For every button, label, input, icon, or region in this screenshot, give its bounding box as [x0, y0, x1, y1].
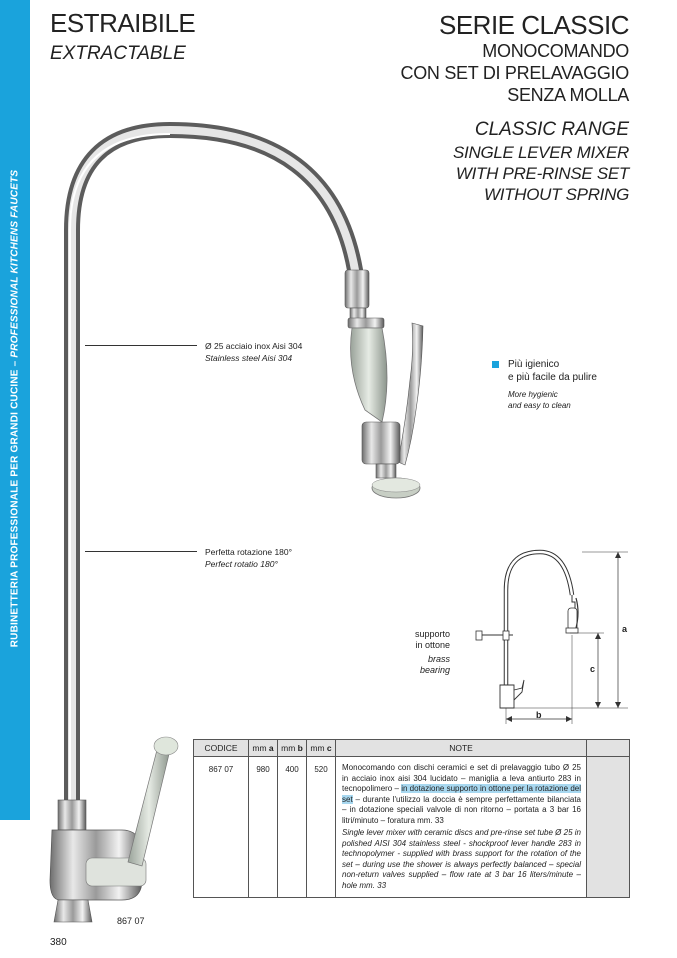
cell-extra — [587, 757, 630, 898]
feature-it-2: e più facile da pulire — [508, 372, 597, 383]
sidebar-separator: – — [9, 360, 21, 367]
product-code-caption: 867 07 — [117, 916, 145, 926]
header-a-unit: mm — [252, 743, 267, 753]
feature-note — [492, 358, 597, 411]
callout-tube — [205, 340, 302, 364]
callout-tube-en — [205, 352, 302, 364]
note-it-highlight: in dotazione supporto in ottone per la rotazione del set — [342, 784, 581, 804]
callout-tube-en-text: Stainless steel Aisi 304 — [205, 353, 293, 363]
series-line-it-2: CON SET DI PRELAVAGGIO — [400, 63, 629, 83]
note-it-part2: – durante l'utilizzo la doccia è sempre perfettamente bilanciata – in dotazione speciali valvole di non ritorno – portata a 3 bar 16 litri/minuto – foratura mm. 33 — [342, 794, 581, 825]
spec-table-header — [194, 740, 630, 757]
series-title-en: CLASSIC RANGE — [474, 119, 629, 140]
feature-en-1: More hygienic — [508, 390, 558, 399]
brass-support-it-2: in ottone — [415, 640, 450, 650]
bullet-square-icon — [492, 361, 499, 368]
header-extra — [587, 740, 630, 757]
feature-en-2: and easy to clean — [508, 401, 571, 410]
callout-rotation — [205, 546, 292, 570]
note-en: Single lever mixer with ceramic discs and pre-rinse set tube Ø 25 in polished AISI 304 stainless steel - shockproof lever handle 283 in technopolymer - supplied with brass support for the rotation of the set – during use the shower is always perfectly balanced – special non-return valves supplied – flow rate at 3 bar 16 liters/minute – hole mm. 33 — [342, 828, 581, 890]
cell-code: 867 07 — [194, 757, 249, 898]
series-line-it-3: SENZA MOLLA — [507, 85, 629, 105]
page-title: ESTRAIBILE — [50, 8, 196, 38]
dimension-a-label: a — [622, 624, 628, 634]
page-number: 380 — [50, 937, 67, 948]
sidebar-text — [10, 29, 21, 789]
table-row — [194, 757, 630, 898]
callout-tube-it: Ø 25 acciaio inox Aisi 304 — [205, 341, 303, 351]
header-b-unit: mm — [281, 743, 296, 753]
callout-rotation-en — [205, 558, 292, 570]
header-b — [278, 740, 307, 757]
cell-b: 400 — [278, 757, 307, 898]
dimension-b-label: b — [536, 710, 542, 720]
series-line-it-1: MONOCOMANDO — [482, 41, 629, 61]
spec-table — [193, 739, 630, 898]
callout-rotation-it: Perfetta rotazione 180° — [205, 547, 293, 557]
note-it-part1: Monocomando con dischi ceramici e set di prelavaggio tubo Ø 25 in acciaio inox aisi 304 lucidato – maniglia a leva antiurto 283 in tecnopolimero – — [342, 763, 581, 793]
dimension-c-label: c — [590, 664, 596, 674]
page-subtitle: EXTRACTABLE — [50, 43, 186, 64]
cell-c: 520 — [307, 757, 336, 898]
callout-line-tube — [85, 345, 197, 346]
sidebar-text-it: RUBINETTERIA PROFESSIONALE PER GRANDI CUCINE — [9, 369, 21, 648]
note-it — [342, 763, 581, 826]
header-c — [307, 740, 336, 757]
header-c-letter: c — [326, 743, 332, 753]
header-c-unit: mm — [310, 743, 325, 753]
sidebar-text-en: PROFESSIONAL KITCHENS FAUCETS — [9, 169, 21, 358]
callout-rotation-en-text: Perfect rotatio 180° — [205, 559, 278, 569]
brass-support-en-2: bearing — [419, 665, 450, 675]
series-line-en-1: SINGLE LEVER MIXER — [453, 143, 629, 162]
header-a — [249, 740, 278, 757]
feature-it-1: Più igienico — [508, 359, 560, 370]
header-a-letter: a — [268, 743, 274, 753]
callout-line-rotation — [85, 551, 197, 552]
series-line-en-3: WITHOUT SPRING — [483, 185, 629, 204]
header-b-letter: b — [297, 743, 303, 753]
header-code: CODICE — [194, 740, 249, 757]
cell-a: 980 — [249, 757, 278, 898]
series-title-it: SERIE CLASSIC — [438, 10, 629, 40]
brass-support-en-1: brass — [427, 654, 450, 664]
series-line-en-2: WITH PRE-RINSE SET — [455, 164, 629, 183]
brass-support-it-1: supporto — [414, 629, 450, 639]
brass-support-label — [400, 629, 450, 676]
cell-notes — [336, 757, 587, 898]
header-notes: NOTE — [336, 740, 587, 757]
